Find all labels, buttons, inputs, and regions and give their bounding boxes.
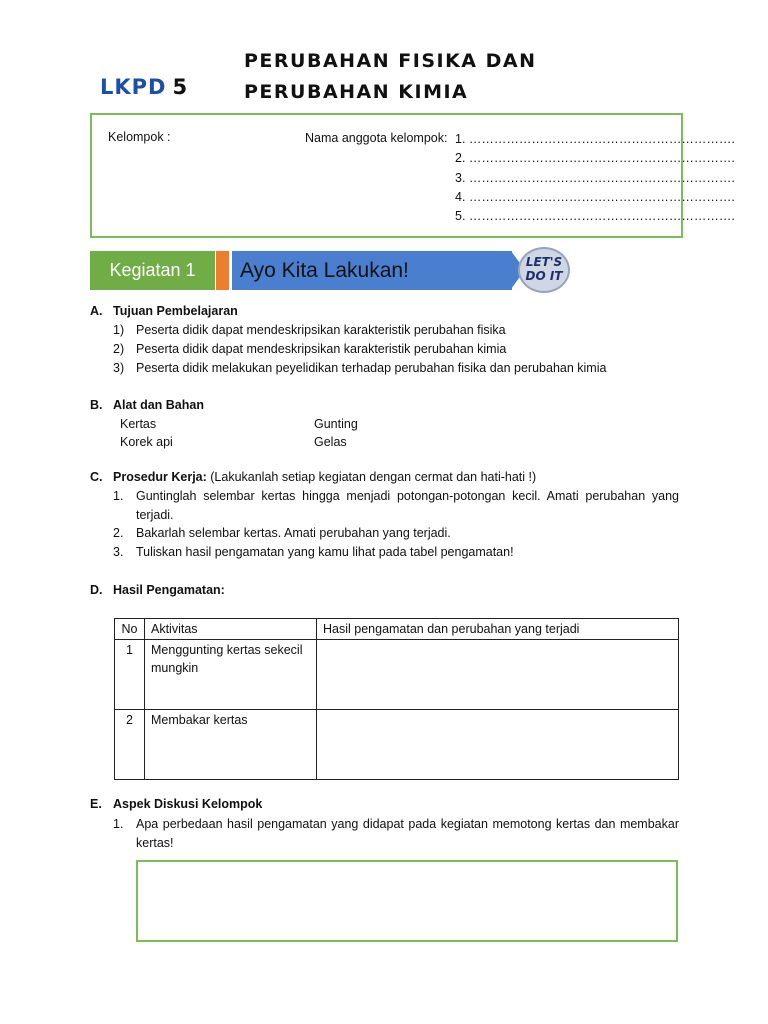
lkpd-label: [100, 74, 188, 100]
section-e-letter: E.: [90, 797, 102, 811]
step-number: 1.: [113, 489, 124, 503]
header-no: No: [115, 619, 145, 640]
kelompok-label: Kelompok :: [108, 130, 171, 144]
item-text: Peserta didik dapat mendeskripsikan karakteristik perubahan kimia: [136, 342, 507, 356]
cell-result[interactable]: [317, 640, 679, 710]
cell-activity: Membakar kertas: [145, 710, 317, 780]
section-c-heading: [90, 468, 537, 487]
section-a-title: Tujuan Pembelajaran: [113, 304, 238, 318]
step-text: Bakarlah selembar kertas. Amati perubahan yang terjadi.: [136, 526, 451, 540]
step-number: 3.: [113, 545, 124, 559]
member-line-3[interactable]: 3. ……………………………………………………….: [455, 170, 735, 185]
answer-box[interactable]: [136, 860, 678, 942]
member-line-4[interactable]: 4. ……………………………………………………….: [455, 189, 735, 204]
item-number: 2): [113, 342, 125, 356]
cell-result[interactable]: [317, 710, 679, 780]
section-e-title: Aspek Diskusi Kelompok: [113, 797, 263, 811]
cell-no: 1: [115, 640, 145, 710]
title-line-1: PERUBAHAN FISIKA DAN: [244, 50, 537, 72]
section-e-heading: [90, 795, 263, 814]
badge-line-2: DO IT: [525, 269, 563, 283]
section-b-heading: [90, 396, 204, 415]
section-c-letter: C.: [90, 470, 103, 484]
badge-line-1: LET'S: [525, 255, 563, 269]
lets-do-it-badge: [518, 247, 570, 293]
banner-accent: [216, 251, 229, 290]
cell-activity: Menggunting kertas sekecil mungkin: [145, 640, 317, 710]
table-header-row: [115, 619, 679, 640]
section-d-heading: [90, 581, 225, 600]
section-c-note: (Lakukanlah setiap kegiatan dengan cermat dan hati-hati !): [206, 470, 537, 484]
lkpd-number: 5: [172, 75, 189, 99]
material-item: Gunting: [314, 417, 358, 431]
material-item: Kertas: [120, 417, 157, 431]
members-label: Nama anggota kelompok:: [305, 131, 448, 145]
member-line-2[interactable]: 2. ……………………………………………………….: [455, 151, 735, 166]
item-text: Peserta didik dapat mendeskripsikan karakteristik perubahan fisika: [136, 323, 506, 337]
question-number: 1.: [113, 817, 124, 831]
section-d-letter: D.: [90, 583, 103, 597]
item-number: 3): [113, 361, 125, 375]
step-number: 2.: [113, 526, 124, 540]
member-line-1[interactable]: 1. ……………………………………………………….: [455, 132, 735, 146]
page-title: [244, 46, 537, 108]
list-item: [113, 543, 514, 562]
member-line-5[interactable]: 5. ……………………………………………………….: [455, 209, 735, 224]
list-item: [113, 815, 679, 852]
item-number: 1): [113, 323, 125, 337]
table-row: [115, 710, 679, 780]
header-result: Hasil pengamatan dan perubahan yang terjadi: [317, 619, 679, 640]
section-b-letter: B.: [90, 398, 103, 412]
section-d-title: Hasil Pengamatan:: [113, 583, 225, 597]
section-a-letter: A.: [90, 304, 103, 318]
step-text: Guntinglah selembar kertas hingga menjadi potongan-potongan kecil. Amati perubahan yang terjadi.: [136, 489, 679, 522]
title-line-2: PERUBAHAN KIMIA: [244, 81, 469, 103]
section-b-title: Alat dan Bahan: [113, 398, 204, 412]
list-item: [113, 524, 451, 543]
list-item: [113, 359, 606, 378]
lkpd-text: LKPD: [100, 75, 167, 99]
observation-table: [114, 618, 679, 780]
cell-no: 2: [115, 710, 145, 780]
header-activity: Aktivitas: [145, 619, 317, 640]
material-item: Gelas: [314, 435, 347, 449]
list-item: [113, 340, 506, 359]
item-text: Peserta didik melakukan peyelidikan terhadap perubahan fisika dan perubahan kimia: [136, 361, 607, 375]
material-item: Korek api: [120, 435, 173, 449]
step-text: Tuliskan hasil pengamatan yang kamu lihat pada tabel pengamatan!: [136, 545, 514, 559]
list-item: [113, 321, 506, 340]
question-text: Apa perbedaan hasil pengamatan yang didapat pada kegiatan memotong kertas dan membakar kertas!: [136, 817, 679, 850]
member-lines: [455, 130, 735, 226]
table-row: [115, 640, 679, 710]
section-a-heading: [90, 302, 238, 321]
list-item: [113, 487, 679, 524]
kegiatan-label: Kegiatan 1: [90, 251, 215, 290]
activity-title: Ayo Kita Lakukan!: [232, 251, 512, 290]
section-c-title: Prosedur Kerja:: [113, 470, 207, 484]
